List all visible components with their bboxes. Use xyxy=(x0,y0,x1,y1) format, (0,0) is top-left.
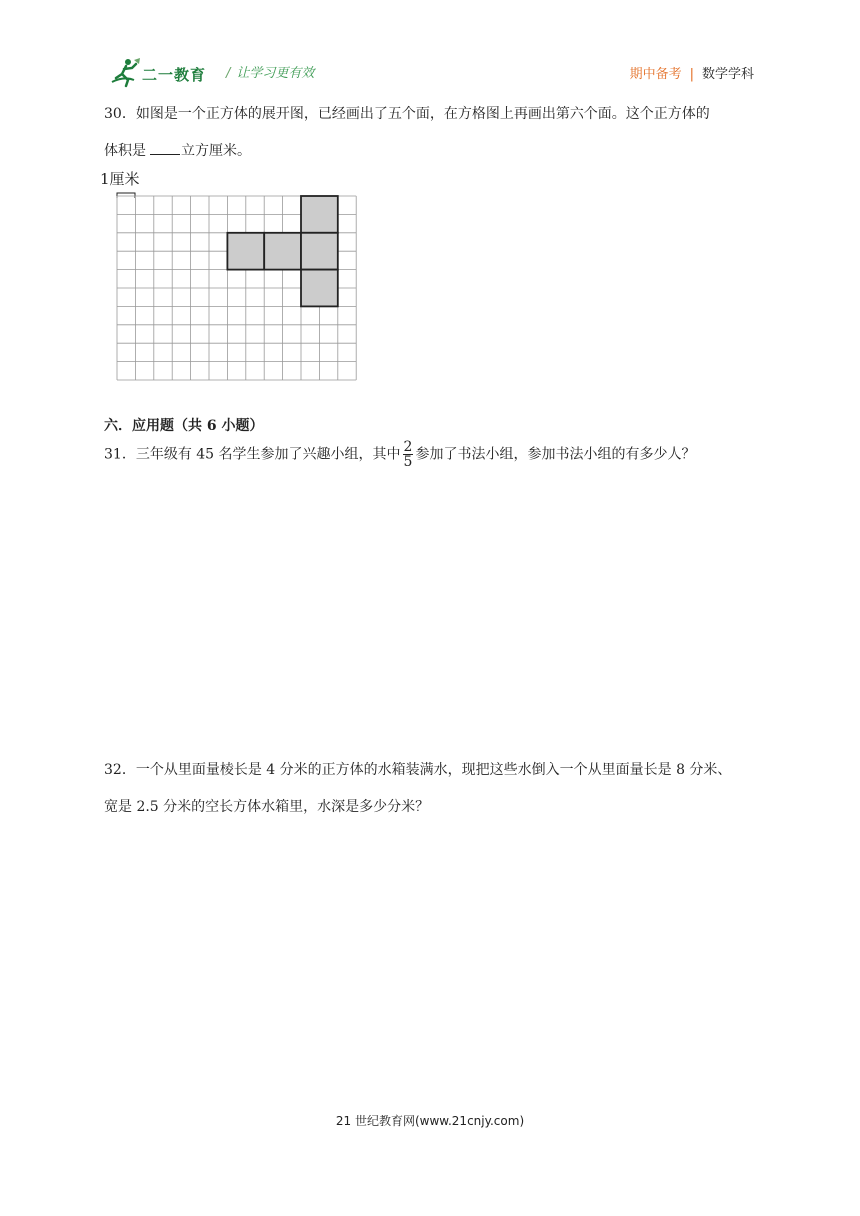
q30-answer-blank[interactable] xyxy=(150,140,180,155)
square-grid[interactable] xyxy=(100,168,370,388)
q31-before: 31．三年级有 45 名学生参加了兴趣小组，其中 xyxy=(104,446,401,463)
fraction-numerator: 2 xyxy=(403,439,413,455)
q32-text-line2: 宽是 2.5 分米的空长方体水箱里，水深是多少分米？ xyxy=(104,799,430,815)
cube-face xyxy=(301,270,338,307)
cube-face xyxy=(301,233,338,270)
slogan-text: 让学习更有效 xyxy=(236,66,315,81)
q30-line2-before: 体积是 xyxy=(104,143,146,159)
cube-face xyxy=(301,196,338,233)
q31-after: 参加了书法小组，参加书法小组的有多少人？ xyxy=(415,446,696,463)
footer-text: 21 世纪教育网(www.21cnjy.com) xyxy=(335,1114,525,1128)
fraction xyxy=(403,440,414,469)
q30-text-line1: 30．如图是一个正方体的展开图，已经画出了五个面，在方格图上再画出第六个面。这个正方体的 xyxy=(104,106,710,122)
header-tags xyxy=(630,63,754,82)
q30-text-line2 xyxy=(104,140,251,161)
slogan: / 让学习更有效 xyxy=(226,66,315,81)
cube-net-figure xyxy=(100,168,370,388)
cube-face xyxy=(227,233,264,270)
fraction-denominator: 5 xyxy=(403,454,413,470)
exam-label: 期中备考 xyxy=(629,67,682,82)
logo-text: 二一教育 xyxy=(142,66,207,84)
header-separator: | xyxy=(689,67,694,82)
scale-label: 1厘米 xyxy=(100,170,140,188)
scale-bracket xyxy=(117,193,135,198)
section-6-title: 六．应用题（共 6 小题） xyxy=(104,418,264,434)
q30-line2-after: 立方厘米。 xyxy=(181,143,251,159)
subject-label: 数学学科 xyxy=(701,67,754,82)
cube-face xyxy=(264,233,301,270)
q31-text xyxy=(104,440,695,469)
q32-text-line1: 32．一个从里面量棱长是 4 分米的正方体的水箱装满水，现把这些水倒入一个从里面量长是 8 分米、 xyxy=(104,762,732,778)
page-header xyxy=(0,0,860,100)
